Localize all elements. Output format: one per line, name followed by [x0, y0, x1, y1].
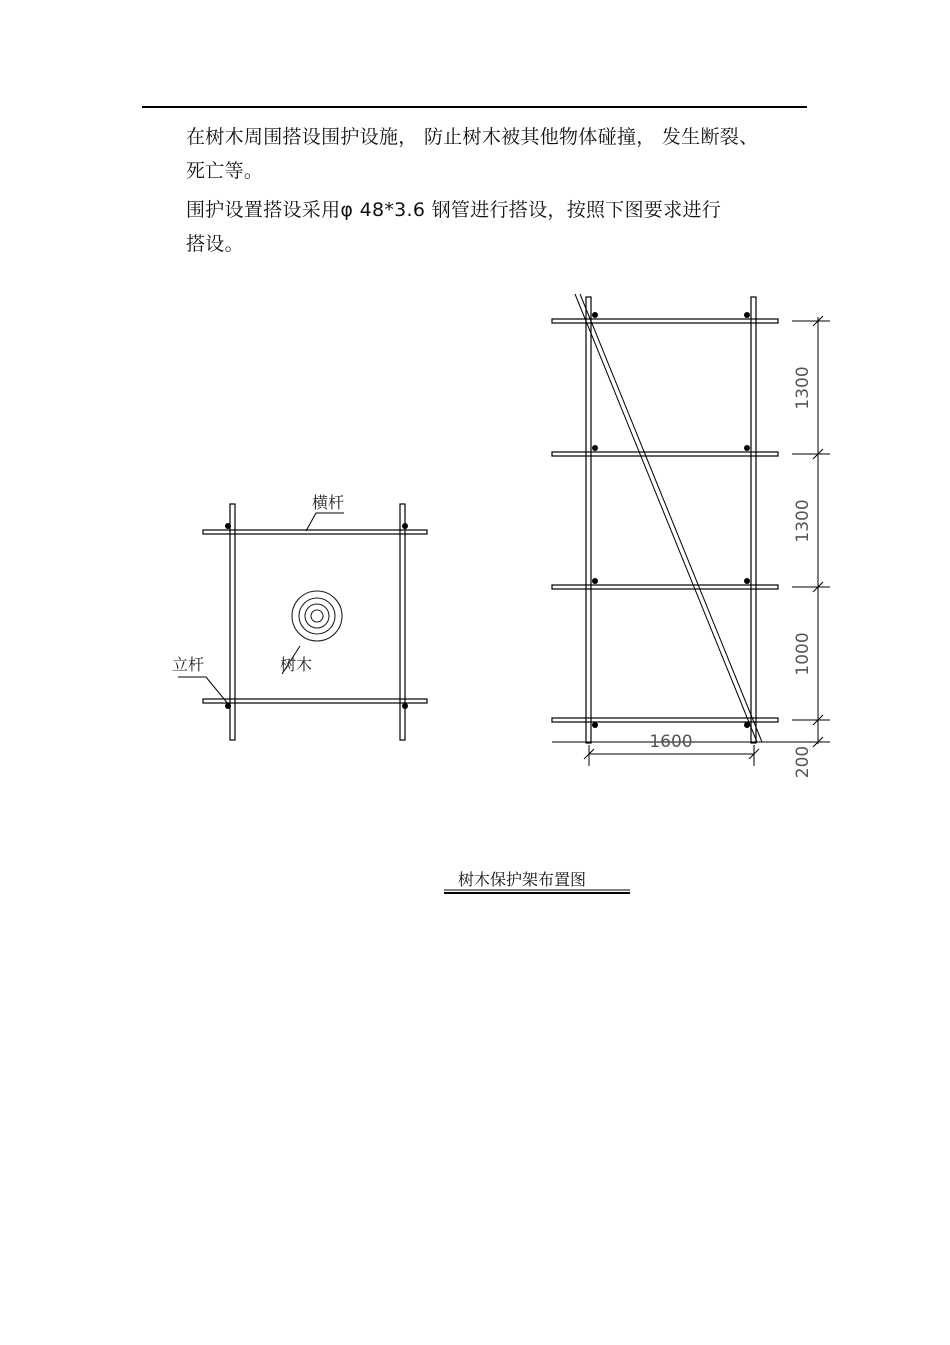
plan-leaders: [178, 513, 344, 705]
elev-clamp: [592, 722, 598, 728]
plan-upright-left: [230, 504, 235, 740]
tree-rings: [292, 591, 342, 641]
plan-clamp: [402, 523, 408, 529]
paragraph-1-line-1: 在树木周围搭设围护设施， 防止树木被其他物体碰撞， 发生断裂、: [186, 126, 759, 148]
drawing-caption: 树木保护架布置图: [458, 870, 587, 889]
dim-200: 200: [793, 745, 813, 779]
elev-clamp: [744, 722, 750, 728]
elev-clamp: [744, 445, 750, 451]
elev-clamp: [744, 578, 750, 584]
elevation-view: [552, 297, 778, 743]
plan-clamp: [402, 703, 408, 709]
paragraph-2-line-1: 围护设置搭设采用φ 48*3.6 钢管进行搭设，按照下图要求进行: [186, 199, 722, 221]
dim-1000: 1000: [793, 632, 813, 676]
elev-clamp: [592, 312, 598, 318]
label-upright: 立杆: [172, 655, 205, 674]
plan-clamp: [225, 523, 231, 529]
caption-underline: [444, 890, 630, 893]
elev-diagonal-brace: [575, 294, 762, 742]
paragraph-1-line-2: 死亡等。: [186, 160, 264, 182]
plan-crossbar-bottom: [203, 699, 427, 703]
elev-clamp: [592, 445, 598, 451]
label-crossbar: 横杆: [312, 493, 345, 512]
paragraph-2-line-2: 搭设。: [186, 233, 244, 255]
elev-clamp: [592, 578, 598, 584]
plan-crossbar-top: [203, 530, 427, 534]
dim-1300-mid: 1300: [793, 499, 813, 543]
plan-clamps: [225, 523, 408, 709]
elev-upright-left: [586, 297, 591, 743]
label-tree: 树木: [280, 655, 313, 674]
dim-1300-top: 1300: [793, 366, 813, 410]
elev-upright-right: [751, 297, 756, 743]
elev-clamp: [744, 312, 750, 318]
dim-1600: 1600: [649, 732, 693, 752]
